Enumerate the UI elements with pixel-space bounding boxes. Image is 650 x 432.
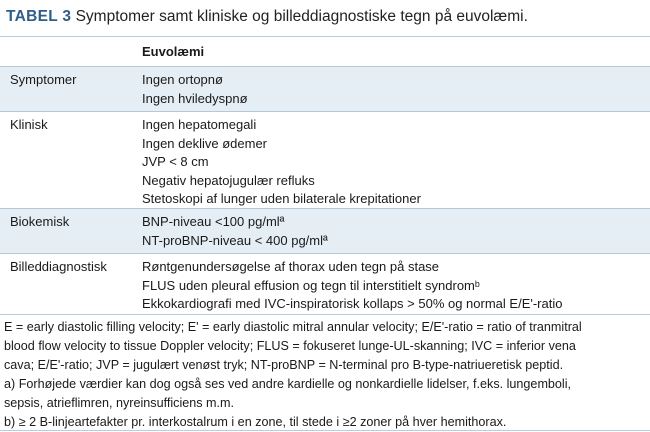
top-rule (0, 36, 650, 37)
list-item: Ingen ortopnø (142, 72, 223, 87)
list-item: JVP < 8 cm (142, 154, 209, 169)
footnotes (4, 318, 644, 432)
row-items (142, 258, 562, 314)
list-item: Ingen hviledyspnø (142, 90, 248, 106)
row-divider (0, 66, 650, 67)
row-label: Biokemisk (10, 214, 70, 229)
row-items (142, 213, 328, 250)
table-label: TABEL 3 (6, 8, 72, 25)
table-row (0, 66, 650, 111)
footnote-b-line: b) ≥ 2 B-linjeartefakter pr. interkostalrum i en zone, til stede i ≥2 zoner på hver hemithorax. (4, 415, 507, 429)
list-item: Ekkokardiografi med IVC-inspiratorisk kollaps > 50% og normal E/E'-ratio (142, 296, 563, 311)
row-items (142, 71, 248, 108)
table-title (6, 8, 528, 26)
abbreviations-line: blood flow velocity to tissue Doppler velocity; FLUS = fokuseret lunge-UL-skanning; IVC = inferior vena (4, 339, 576, 353)
column-header: Euvolæmi (142, 44, 205, 59)
list-item: Negativ hepatojugulær refluks (142, 172, 315, 188)
row-items (142, 116, 421, 209)
list-item: FLUS uden pleural effusion og tegn til interstitielt syndromᵇ (142, 277, 480, 293)
list-item: Røntgenundersøgelse af thorax uden tegn på stase (142, 259, 440, 274)
table-bottom-rule (0, 314, 650, 315)
row-label: Billeddiagnostisk (10, 259, 107, 274)
row-divider (0, 111, 650, 112)
row-divider (0, 208, 650, 209)
list-item: Stetoskopi af lunger uden bilaterale krepitationer (142, 191, 421, 206)
list-item: Ingen deklive ødemer (142, 135, 268, 151)
list-item: NT-proBNP-niveau < 400 pg/mlª (142, 232, 328, 248)
list-item: BNP-niveau <100 pg/mlª (142, 214, 285, 229)
footnote-a-line: a) Forhøjede værdier kan dog også ses ved andre kardielle og nonkardielle lidelser, f.eks. lungemboli, (4, 377, 572, 391)
row-divider (0, 253, 650, 254)
footnote-a-line: sepsis, atrieflimren, nyreinsufficiens m.m. (4, 396, 235, 410)
abbreviations-line: E = early diastolic filling velocity; E' = early diastolic mitral annular velocity; E/E'-ratio = ratio of tranmitral (4, 320, 582, 334)
row-label: Symptomer (10, 72, 77, 87)
bottom-rule (0, 430, 650, 431)
list-item: Ingen hepatomegali (142, 117, 257, 132)
table-caption: Symptomer samt kliniske og billeddiagnostiske tegn på euvolæmi. (75, 8, 528, 25)
abbreviations-line: cava; E/E'-ratio; JVP = jugulært venøst tryk; NT-proBNP = N-terminal pro B-type-natriueretisk peptid. (4, 358, 564, 372)
row-label: Klinisk (10, 117, 48, 132)
